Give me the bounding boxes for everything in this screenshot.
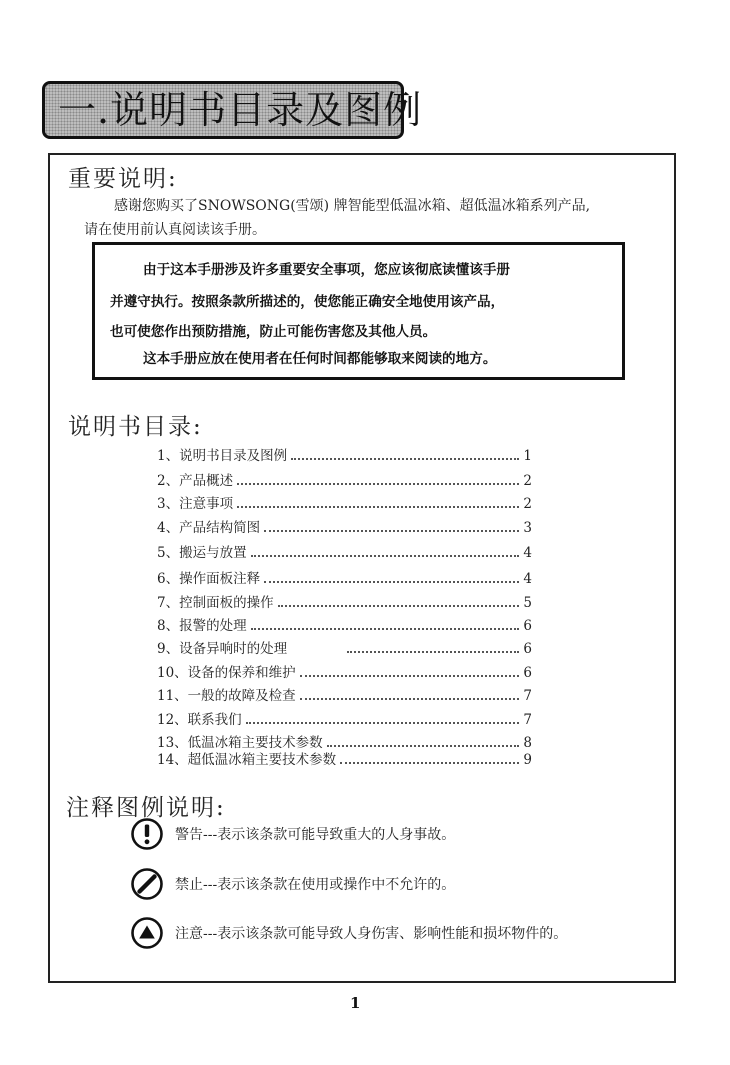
exclamation-circle-icon [130,817,164,851]
triangle-circle-icon [130,916,164,950]
toc-item-label: 9、设备异响时的处理 [157,641,288,657]
toc-item[interactable] [157,469,532,489]
toc-item[interactable] [157,567,532,587]
toc-item-page: 2 [523,473,532,489]
legend-item-prohibition [130,867,455,901]
toc-item-label: 5、搬运与放置 [157,545,247,561]
toc-item-page: 6 [523,665,532,681]
toc-leader-dots [340,762,519,764]
toc-item-label: 2、产品概述 [157,473,234,489]
toc-item[interactable] [157,748,532,768]
toc-item-label: 1、说明书目录及图例 [157,448,288,464]
toc-leader-dots [278,605,520,607]
notice-line-4: 这本手册应放在使用者在任何时间都能够取来阅读的地方。 [143,351,497,367]
toc-item-page: 2 [523,496,532,512]
prohibition-circle-icon [130,867,164,901]
legend-text-prohibition: 禁止---表示该条款在使用或操作中不允许的。 [175,877,456,893]
legend-item-warning [130,817,455,851]
toc-item-page: 4 [523,545,532,561]
toc-item[interactable] [157,708,532,728]
intro-line-2: 请在使用前认真阅读该手册。 [84,222,266,238]
toc-item[interactable] [157,444,532,464]
toc-leader-dots [264,581,519,583]
toc-item-label: 6、操作面板注释 [157,571,261,587]
toc-leader-dots [264,530,519,532]
toc-item-label: 14、超低温冰箱主要技术参数 [157,752,337,768]
page-number: 1 [350,994,361,1012]
notice-line-1: 由于这本手册涉及许多重要安全事项，您应该彻底读懂该手册 [143,262,511,278]
intro-line-1: 感谢您购买了SNOWSONG(雪颂) 牌智能型低温冰箱、超低温冰箱系列产品, [114,198,591,214]
toc-item-page: 4 [523,571,532,587]
toc-item[interactable] [157,637,532,657]
toc-item-label: 13、低温冰箱主要技术参数 [157,735,323,751]
toc-leader-dots [300,698,520,700]
section-title: 一.说明书目录及图例 [58,88,423,132]
toc-item-page: 7 [523,712,532,728]
toc-item-label: 10、设备的保养和维护 [157,665,296,681]
legend-heading: 注释图例说明: [66,795,226,821]
toc-item-label: 8、报警的处理 [157,618,247,634]
toc-item-page: 1 [523,448,532,464]
toc-item-page: 7 [523,688,532,704]
important-heading: 重要说明: [68,166,178,192]
toc-item-label: 3、注意事项 [157,496,234,512]
notice-line-2: 并遵守执行。按照条款所描述的，使您能正确安全地使用该产品， [110,294,505,310]
toc-item-label: 11、一般的故障及检查 [157,688,296,704]
toc-leader-dots [246,722,520,724]
toc-leader-dots [251,555,520,557]
toc-item[interactable] [157,591,532,611]
toc-item-page: 6 [523,618,532,634]
toc-leader-dots [300,675,520,677]
toc-item[interactable] [157,492,532,512]
toc-item-label: 7、控制面板的操作 [157,595,274,611]
toc-item-label: 4、产品结构简图 [157,520,261,536]
toc-item[interactable] [157,684,532,704]
toc-leader-dots [291,458,519,460]
toc-item-page: 5 [523,595,532,611]
toc-leader-dots [327,745,520,747]
toc-item-label: 12、联系我们 [157,712,242,728]
toc-heading: 说明书目录: [68,414,203,440]
toc-leader-dots [237,483,519,485]
toc-item[interactable] [157,661,532,681]
toc-item[interactable] [157,516,532,536]
toc-item-page: 6 [523,641,532,657]
legend-text-warning: 警告---表示该条款可能导致重大的人身事故。 [175,827,456,843]
toc-leader-dots [251,628,520,630]
toc-item-page: 3 [523,520,532,536]
toc-leader-dots [237,506,519,508]
notice-line-3: 也可使您作出预防措施，防止可能伤害您及其他人员。 [110,324,437,340]
legend-item-caution [130,916,567,950]
toc-leader-dots [347,651,519,653]
legend-text-caution: 注意---表示该条款可能导致人身伤害、影响性能和损坏物件的。 [175,926,568,942]
toc-item[interactable] [157,541,532,561]
toc-item[interactable] [157,614,532,634]
toc-item-page: 8 [523,735,532,751]
toc-item-page: 9 [523,752,532,768]
